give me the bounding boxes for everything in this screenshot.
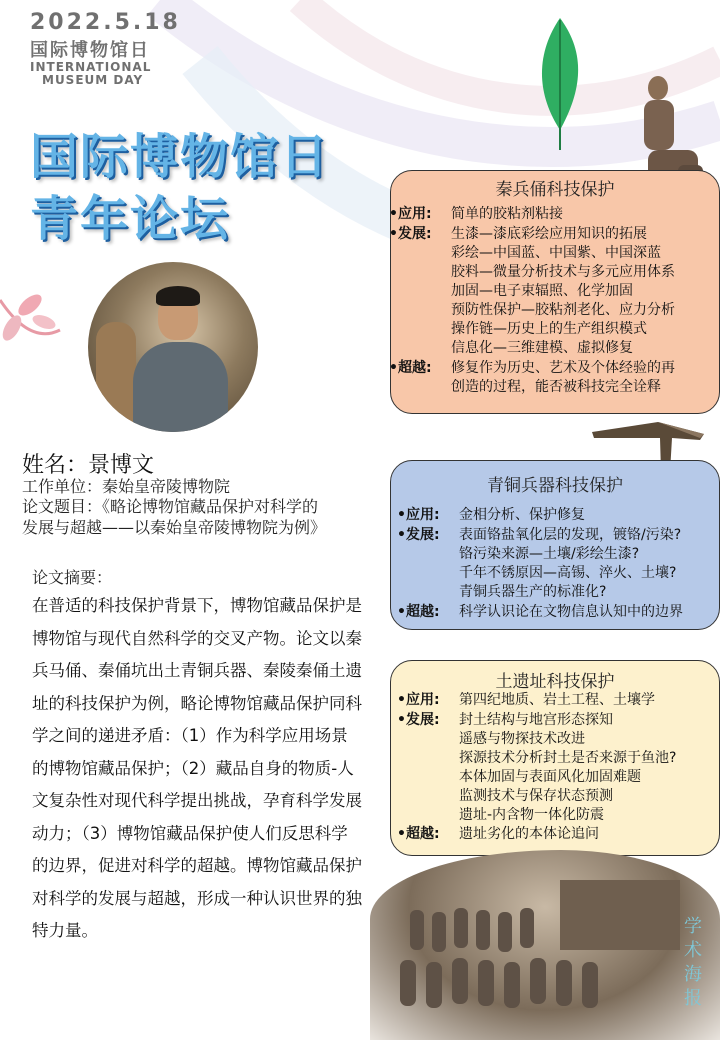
develop-item: 探源技术分析封土是否来源于鱼池? bbox=[459, 750, 677, 766]
person-body-shape bbox=[133, 342, 228, 432]
develop-label: •发展: bbox=[389, 226, 432, 242]
apply-label: •应用: bbox=[389, 206, 432, 222]
side-label: 学术海报 bbox=[684, 916, 702, 1009]
develop-item: 胶料—微量分析技术与多元应用体系 bbox=[451, 264, 675, 280]
develop-item: 生漆—漆底彩绘应用知识的拓展 bbox=[451, 226, 647, 242]
develop-item: 信息化—三维建模、虚拟修复 bbox=[451, 340, 633, 356]
apply-item: 简单的胶粘剂粘接 bbox=[451, 206, 563, 222]
card-title: 秦兵俑科技保护 bbox=[495, 180, 615, 200]
poster-title-line2: 青年论坛 bbox=[30, 191, 231, 247]
develop-label: •发展: bbox=[397, 712, 440, 728]
event-date: 2022.5.18 bbox=[30, 10, 181, 35]
terracotta-army-pit-image bbox=[370, 850, 720, 1040]
abstract-heading: 论文摘要： bbox=[32, 568, 113, 587]
develop-item: 彩绘—中国蓝、中国紫、中国深蓝 bbox=[451, 245, 661, 261]
apply-label: •应用: bbox=[397, 507, 440, 523]
develop-item: 千年不锈原因—高锡、淬火、土壤? bbox=[459, 565, 677, 581]
develop-item: 封土结构与地宫形态探知 bbox=[459, 712, 613, 728]
beyond-item: 创造的过程，能否被科技完全诠释 bbox=[451, 379, 661, 395]
paper-title-line1: 论文题目：《略论博物馆藏品保护对科学的 bbox=[22, 497, 319, 516]
apply-item: 第四纪地质、岩土工程、土壤学 bbox=[459, 692, 655, 708]
statue-shape bbox=[96, 322, 136, 432]
develop-label: •发展: bbox=[397, 527, 440, 543]
develop-item: 表面铬盐氧化层的发现，镀铬/污染? bbox=[459, 527, 682, 543]
develop-item: 加固—电子束辐照、化学加固 bbox=[451, 283, 633, 299]
speaker-name: 姓名：景博文 bbox=[22, 453, 155, 478]
event-name-en-line2: MUSEUM DAY bbox=[42, 73, 144, 87]
person-hair-shape bbox=[156, 286, 200, 306]
develop-item: 监测技术与保存状态预测 bbox=[459, 788, 613, 804]
speaker-photo bbox=[88, 262, 258, 432]
speaker-unit: 工作单位：秦始皇帝陵博物院 bbox=[22, 477, 231, 496]
paper-title-line2: 发展与超越——以秦始皇帝陵博物院为例》 bbox=[22, 518, 327, 537]
beyond-item: 遗址劣化的本体论追问 bbox=[459, 826, 599, 842]
leaf-icon bbox=[530, 10, 590, 150]
poster-title-line1: 国际博物馆日 bbox=[30, 129, 331, 185]
beyond-label: •超越: bbox=[397, 604, 440, 620]
develop-item: 铬污染来源—土壤/彩绘生漆? bbox=[459, 546, 640, 562]
beyond-item: 修复作为历史、艺术及个体经验的再 bbox=[451, 360, 675, 376]
develop-item: 遗址-内含物一体化防震 bbox=[459, 807, 605, 823]
develop-item: 预防性保护—胶粘剂老化、应力分析 bbox=[451, 302, 675, 318]
develop-item: 本体加固与表面风化加固难题 bbox=[459, 769, 641, 785]
card-title: 青铜兵器科技保护 bbox=[487, 476, 623, 496]
develop-item: 操作链—历史上的生产组织模式 bbox=[451, 321, 647, 337]
card-bronze-weapon-protection bbox=[390, 460, 720, 630]
develop-item: 遥感与物探技术改进 bbox=[459, 731, 585, 747]
beyond-label: •超越: bbox=[397, 826, 440, 842]
card-earthen-site-protection bbox=[390, 660, 720, 856]
apply-label: •应用: bbox=[397, 692, 440, 708]
beyond-item: 科学认识论在文物信息认知中的边界 bbox=[459, 604, 683, 620]
apply-item: 金相分析、保护修复 bbox=[459, 507, 585, 523]
abstract-text: 在普适的科技保护背景下，博物馆藏品保护是博物馆与现代自然科学的交叉产物。论文以秦兵马俑、秦俑坑出土青铜兵器、秦陵秦俑土遗址的科技保护为例，略论博物馆藏品保护同科学之间的递进矛盾：（1）作为科学应用场景的博物馆藏品保护；（2）藏品自身的物质-人文复杂性对现代科学提出挑战，孕育科学发展动力；（3）博物馆藏品保护使人们反思科学的边界，促进对科学的超越。博物馆藏品保护对科学的发展与超越，形成一种认识世界的独特力量。 bbox=[32, 596, 362, 940]
event-name-en-line1: INTERNATIONAL bbox=[30, 60, 152, 74]
beyond-label: •超越: bbox=[389, 360, 432, 376]
warrior-rows-drawing bbox=[370, 850, 720, 1040]
card-title: 土遗址科技保护 bbox=[495, 672, 615, 692]
card-terracotta-protection bbox=[390, 170, 720, 414]
event-name-cn: 国际博物馆日 bbox=[30, 40, 150, 61]
develop-item: 青铜兵器生产的标准化? bbox=[459, 584, 607, 600]
